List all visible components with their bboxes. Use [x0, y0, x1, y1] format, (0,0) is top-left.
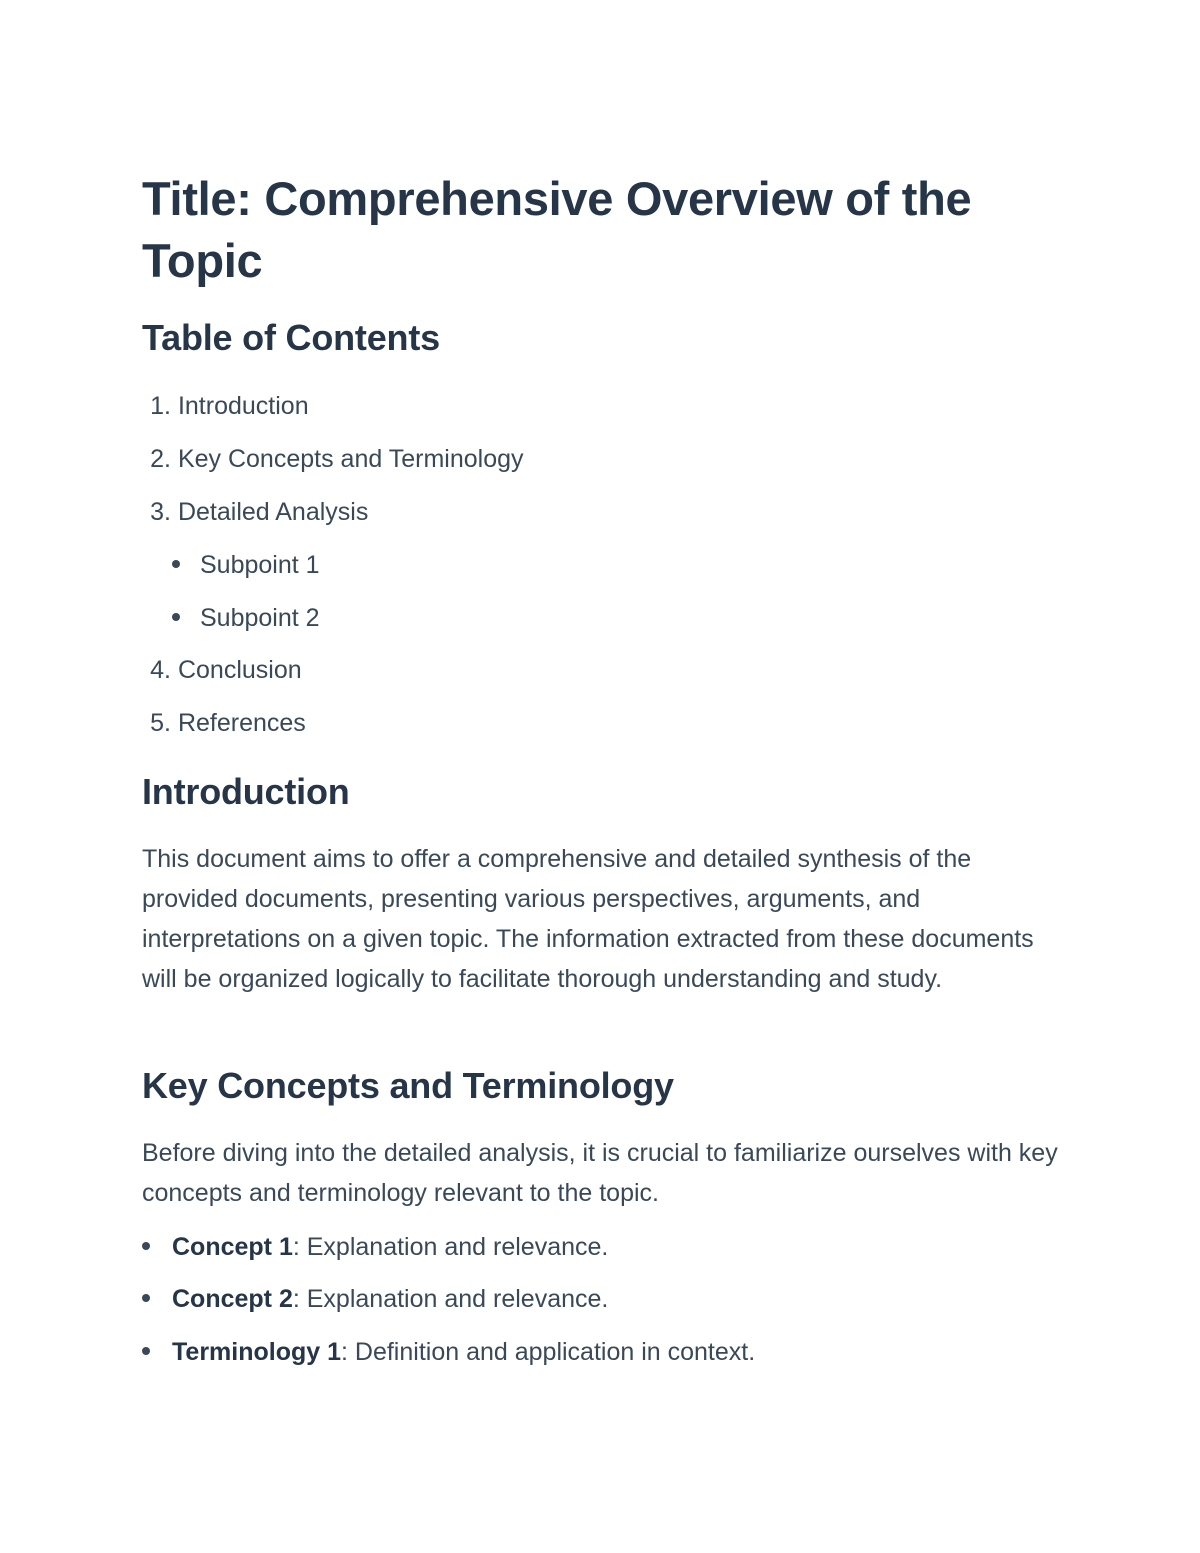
toc-item-label: References — [177, 709, 306, 737]
toc-item-references[interactable] — [142, 707, 306, 739]
bullet-icon — [172, 560, 180, 568]
key-concepts-heading: Key Concepts and Terminology — [142, 1065, 674, 1106]
toc-heading: Table of Contents — [142, 317, 440, 358]
toc-subitem-1[interactable] — [172, 549, 320, 581]
toc-subitem-label: Subpoint 2 — [200, 604, 320, 632]
toc-item-number: 3. — [150, 498, 171, 526]
toc-item-label: Conclusion — [177, 656, 302, 684]
terminology-item-1 — [142, 1336, 755, 1368]
concept-item-2 — [142, 1283, 608, 1315]
toc-item-label: Introduction — [177, 392, 309, 420]
toc-subitem-label: Subpoint 1 — [200, 551, 320, 579]
bullet-icon — [142, 1294, 150, 1302]
concept-description: : Explanation and relevance. — [292, 1285, 609, 1313]
toc-item-introduction[interactable] — [142, 390, 309, 422]
bullet-icon — [142, 1347, 150, 1355]
toc-item-number: 4. — [150, 656, 171, 684]
introduction-paragraph: This document aims to offer a comprehensive and detailed synthesis of the provided documents, presenting various perspectives, arguments, and interpretations on a given topic. The information extracted from these documents will be organized logically to facilitate thorough understanding and study. — [142, 845, 1034, 993]
toc-item-number: 2. — [150, 445, 171, 473]
toc-item-label: Detailed Analysis — [177, 498, 369, 526]
toc-item-label: Key Concepts and Terminology — [177, 445, 524, 473]
concept-term: Concept 1 — [172, 1233, 293, 1261]
toc-item-detailed-analysis[interactable] — [142, 496, 368, 528]
concept-term: Concept 2 — [172, 1285, 293, 1313]
concept-item-1 — [142, 1231, 608, 1263]
bullet-icon — [172, 613, 180, 621]
toc-item-number: 5. — [150, 709, 171, 737]
toc-item-key-concepts[interactable] — [142, 443, 524, 475]
toc-subitem-2[interactable] — [172, 602, 320, 634]
toc-item-conclusion[interactable] — [142, 654, 302, 686]
key-concepts-paragraph: Before diving into the detailed analysis, it is crucial to familiarize ourselves with key concepts and terminology relevant to the topic. — [142, 1139, 1058, 1207]
document-title: Title: Comprehensive Overview of the Topic — [142, 172, 972, 287]
introduction-heading: Introduction — [142, 771, 350, 812]
bullet-icon — [142, 1242, 150, 1250]
toc-item-number: 1. — [150, 392, 171, 420]
concept-description: : Definition and application in context. — [341, 1338, 756, 1366]
concept-description: : Explanation and relevance. — [292, 1233, 609, 1261]
concept-term: Terminology 1 — [172, 1338, 342, 1366]
